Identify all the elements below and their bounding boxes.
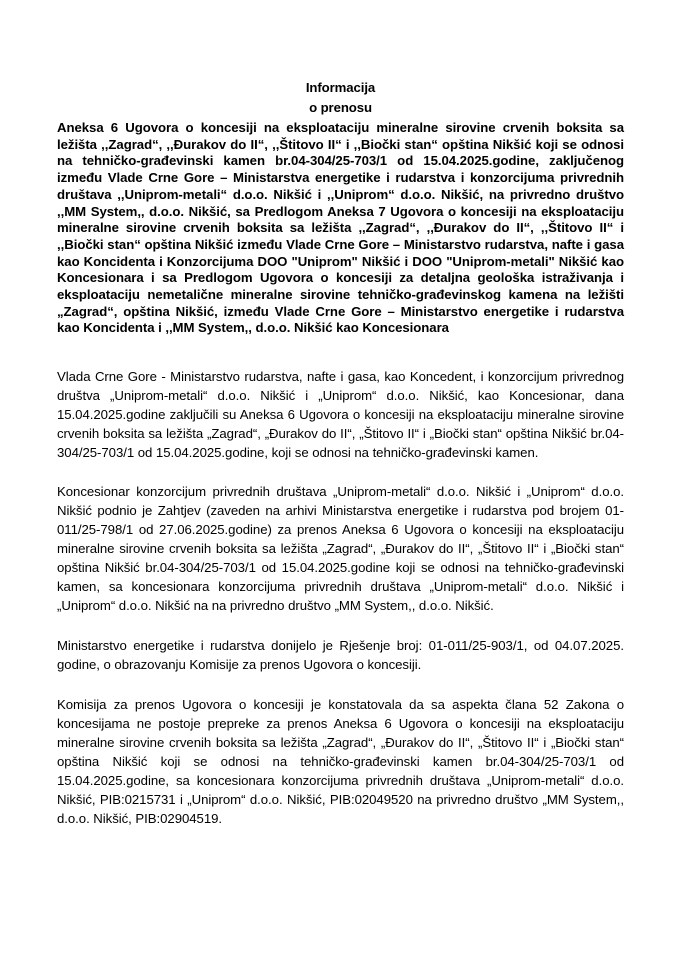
document-title: Aneksa 6 Ugovora o koncesiji na eksploataciju mineralne sirovine crvenih boksita sa ležišta ,,Zagrad“, ,,Đurakov do II“, ,,Štitovo II“ i ,,Biočki stan“ opština Nikšić koji se odnosi na tehničko-građevinski kamen br.04-304/25-703/1 od 15.04.2025.godine, zaključenog između Vlade Crne Gore – Ministarstva energetike i rudarstva i konzorcijuma privrednih društava ,,Uniprom-metali“ d.o.o. Nikšić i ,,Uniprom“ d.o.o. Nikšić, na privredno društvo ,,MM System,, d.o.o. Nikšić, sa Predlogom Aneksa 7 Ugovora o koncesiji na eksploataciju mineralne sirovine crvenih boksita sa ležišta ,,Zagrad“, ,,Đurakov do II“, ,,Štitovo II“ i ,,Biočki stan“ opština Nikšić između Vlade Crne Gore – Ministarstvo rudarstva, nafte i gasa kao Koncidenta i Konzorcijuma DOO "Uniprom" Nikšić i DOO "Uniprom-metali" Nikšić kao Koncesionara i sa Predlogom Ugovora o koncesiji za detaljna geološka istraživanja i eksploataciju nemetalične mineralne sirovine tehničko-građevinskog kamena na ležišti „Zagrad“, opština Nikšić, između Vlade Crne Gore – Ministarstvo energetike i rudarstva kao Koncidenta i ,,MM System,, d.o.o. Nikšić kao Koncesionara [57,120,624,336]
paragraph-2: Koncesionar konzorcijum privrednih društava „Uniprom-metali“ d.o.o. Nikšić i „Uniprom“ d.o.o. Nikšić podnio je Zahtjev (zaveden na arhivi Ministarstva energetike i rudarstva pod brojem 01-011/25-798/1 od 27.06.2025.godine) za prenos Aneksa 6 Ugovora o koncesiji na eksploataciju mineralne sirovine crvenih boksita sa ležišta „Zagrad“, „Đurakov do II“, „Štitovo II“ i „Biočki stan“ opština Nikšić br.04-304/25-703/1 od 15.04.2025.godine koji se odnosi na tehničko-građevinski kamen, sa koncesionara konzorcijuma privrednih društava „Uniprom-metali“ d.o.o. Nikšić i „Uniprom“ d.o.o. Nikšić na na privredno društvo „MM System,, d.o.o. Nikšić. [57,484,624,614]
heading-line-informacija: Informacija [305,80,376,95]
paragraph-1: Vlada Crne Gore - Ministarstvo rudarstva, nafte i gasa, kao Koncedent, i konzorcijum privrednog društva „Uniprom-metali“ d.o.o. Nikšić i „Uniprom“ d.o.o. Nikšić, kao Koncesionar, dana 15.04.2025.godine zaključili su Aneksa 6 Ugovora o koncesiji na eksploataciju mineralne sirovine crvenih boksita sa ležišta „Zagrad“, „Đurakov do II“, „Štitovo II“ i „Biočki stan“ opština Nikšić br.04-304/25-703/1 od 15.04.2025.godine, koji se odnosi na tehničko-građevinski kamen. [57,369,624,461]
document-heading [57,78,624,118]
paragraph-4: Komisija za prenos Ugovora o koncesiji je konstatovala da sa aspekta člana 52 Zakona o koncesijama ne postoje prepreke za prenos Aneksa 6 Ugovora o koncesiji na eksploataciju mineralne sirovine crvenih boksita sa ležišta „Zagrad“, „Đurakov do II“, „Štitovo II“ i „Biočki stan“ opština Nikšić koji se odnosi na tehničko-građevinski kamen br.04-304/25-703/1 od 15.04.2025.godine, sa koncesionara konzorcijuma privrednih društava „Uniprom-metali“ d.o.o. Nikšić, PIB:0215731 i „Uniprom“ d.o.o. Nikšić, PIB:02049520 na privredno društvo „MM System,, d.o.o. Nikšić, PIB:02904519. [57,697,624,827]
heading-line-o-prenosu: o prenosu [309,100,372,115]
paragraph-3: Ministarstvo energetike i rudarstva donijelo je Rješenje broj: 01-011/25-903/1, od 04.07.2025. godine, o obrazovanju Komisije za prenos Ugovora o koncesiji. [57,638,624,673]
document-body [57,78,624,828]
